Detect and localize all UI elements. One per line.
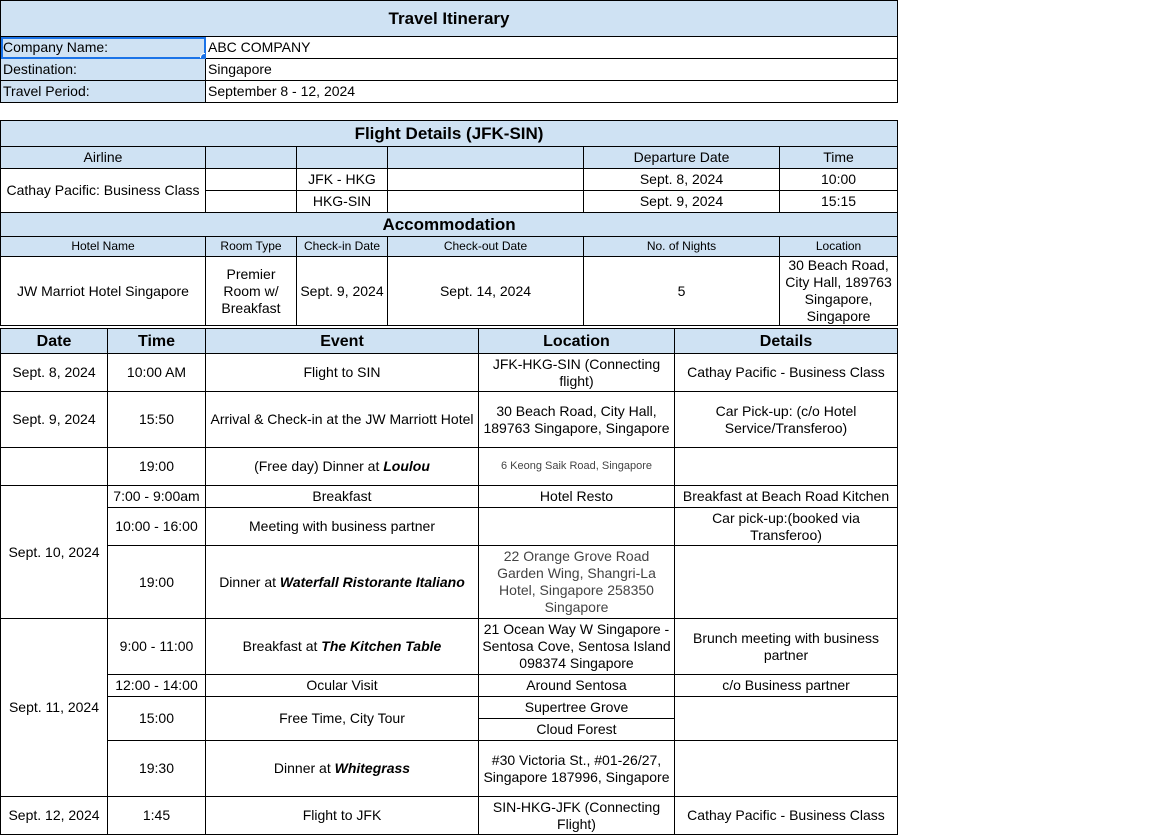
flight-section-title[interactable]: Flight Details (JFK-SIN) xyxy=(1,121,898,147)
schedule-row xyxy=(1,697,898,719)
time-cell[interactable]: 10:00 AM xyxy=(108,354,206,392)
location-cell[interactable]: Supertree Grove xyxy=(479,697,675,719)
schedule-table xyxy=(0,328,898,835)
event-text: Dinner at xyxy=(219,573,280,590)
destination-value-cell[interactable]: Singapore xyxy=(206,59,898,81)
period-value-cell[interactable]: September 8 - 12, 2024 xyxy=(206,81,898,103)
accommodation-row xyxy=(1,257,898,326)
schedule-row xyxy=(1,619,898,675)
title-row xyxy=(1,1,898,37)
location-cell[interactable]: Around Sentosa xyxy=(479,675,675,697)
details-cell[interactable] xyxy=(675,546,898,619)
event-cell[interactable] xyxy=(206,448,479,486)
checkin-cell[interactable]: Sept. 9, 2024 xyxy=(297,257,388,326)
time-cell[interactable]: 10:00 - 16:00 xyxy=(108,508,206,546)
details-cell[interactable]: Breakfast at Beach Road Kitchen xyxy=(675,486,898,508)
flight-blank-cell[interactable] xyxy=(388,169,584,191)
event-cell[interactable]: Arrival & Check-in at the JW Marriott Hotel xyxy=(206,392,479,448)
details-cell[interactable]: Cathay Pacific - Business Class xyxy=(675,354,898,392)
event-cell[interactable]: Flight to JFK xyxy=(206,797,479,835)
hotel-name-cell[interactable]: JW Marriot Hotel Singapore xyxy=(1,257,206,326)
airline-cell[interactable]: Cathay Pacific: Business Class xyxy=(1,169,206,213)
restaurant-name: The Kitchen Table xyxy=(321,638,442,654)
date-cell[interactable]: Sept. 8, 2024 xyxy=(1,354,108,392)
spacer-row xyxy=(1,103,898,121)
time-cell[interactable]: 9:00 - 11:00 xyxy=(108,619,206,675)
event-cell[interactable]: Meeting with business partner xyxy=(206,508,479,546)
event-header[interactable]: Event xyxy=(206,329,479,354)
info-row-period xyxy=(1,81,898,103)
location-header[interactable]: Location xyxy=(479,329,675,354)
restaurant-name: Waterfall Ristorante Italiano xyxy=(279,573,465,590)
room-type-header[interactable]: Room Type xyxy=(206,237,297,257)
spacer-cell[interactable] xyxy=(1,103,898,121)
time-cell[interactable]: 12:00 - 14:00 xyxy=(108,675,206,697)
departure-date-header[interactable]: Departure Date xyxy=(584,147,780,169)
location-cell[interactable]: Cloud Forest xyxy=(479,719,675,741)
details-cell[interactable] xyxy=(675,448,898,486)
flight-header-row xyxy=(1,147,898,169)
nights-cell[interactable]: 5 xyxy=(584,257,780,326)
page-title[interactable]: Travel Itinerary xyxy=(1,1,898,37)
time-cell[interactable]: 15:50 xyxy=(108,392,206,448)
event-cell[interactable] xyxy=(206,741,479,797)
schedule-row xyxy=(1,797,898,835)
info-row-company xyxy=(1,37,898,59)
flight-header-blank[interactable] xyxy=(206,147,297,169)
event-text: Dinner at xyxy=(273,760,335,776)
event-text: (Free day) Dinner at xyxy=(254,458,384,474)
location-cell[interactable]: 22 Orange Grove Road Garden Wing, Shangri-La Hotel, Singapore 258350 Singapore xyxy=(479,546,675,619)
location-cell[interactable]: 6 Keong Saik Road, Singapore xyxy=(479,448,675,486)
event-cell[interactable] xyxy=(206,546,479,619)
flight-leg-row xyxy=(1,169,898,191)
details-cell[interactable]: Car Pick-up: (c/o Hotel Service/Transferoo) xyxy=(675,392,898,448)
details-cell[interactable]: Cathay Pacific - Business Class xyxy=(675,797,898,835)
destination-label-cell[interactable]: Destination: xyxy=(1,59,206,81)
details-cell[interactable] xyxy=(675,697,898,741)
flight-route-cell[interactable]: JFK - HKG xyxy=(297,169,388,191)
schedule-row xyxy=(1,354,898,392)
flight-header-blank[interactable] xyxy=(388,147,584,169)
hotel-name-header[interactable]: Hotel Name xyxy=(1,237,206,257)
restaurant-name: Whitegrass xyxy=(334,760,411,776)
flight-date-cell[interactable]: Sept. 9, 2024 xyxy=(584,191,780,213)
room-type-cell[interactable]: Premier Room w/ Breakfast xyxy=(206,257,297,326)
schedule-row xyxy=(1,448,898,486)
schedule-row xyxy=(1,546,898,619)
details-cell[interactable] xyxy=(675,741,898,797)
event-text: Breakfast at xyxy=(242,638,322,654)
date-cell[interactable]: Sept. 11, 2024 xyxy=(1,619,108,797)
location-cell[interactable] xyxy=(479,508,675,546)
hotel-location-cell[interactable]: 30 Beach Road, City Hall, 189763 Singapore, Singapore xyxy=(780,257,898,326)
period-label-cell[interactable]: Travel Period: xyxy=(1,81,206,103)
event-cell[interactable]: Flight to SIN xyxy=(206,354,479,392)
location-cell[interactable]: Hotel Resto xyxy=(479,486,675,508)
schedule-row xyxy=(1,508,898,546)
location-cell[interactable]: 21 Ocean Way W Singapore - Sentosa Cove, Sentosa Island 098374 Singapore xyxy=(479,619,675,675)
date-cell[interactable]: Sept. 9, 2024 xyxy=(1,392,108,448)
flight-blank-cell[interactable] xyxy=(206,169,297,191)
time-header[interactable]: Time xyxy=(780,147,898,169)
time-cell[interactable]: 1:45 xyxy=(108,797,206,835)
flight-date-cell[interactable]: Sept. 8, 2024 xyxy=(584,169,780,191)
time-cell[interactable]: 7:00 - 9:00am xyxy=(108,486,206,508)
details-header[interactable]: Details xyxy=(675,329,898,354)
accommodation-section-title[interactable]: Accommodation xyxy=(1,213,898,237)
schedule-header-row xyxy=(1,329,898,354)
accommodation-header-row xyxy=(1,237,898,257)
company-label-cell[interactable]: Company Name: xyxy=(1,37,206,59)
airline-header[interactable]: Airline xyxy=(1,147,206,169)
location-cell[interactable]: SIN-HKG-JFK (Connecting Flight) xyxy=(479,797,675,835)
company-value-cell[interactable]: ABC COMPANY xyxy=(206,37,898,59)
restaurant-name: Loulou xyxy=(383,458,430,474)
flight-header-blank[interactable] xyxy=(297,147,388,169)
nights-header[interactable]: No. of Nights xyxy=(584,237,780,257)
schedule-row xyxy=(1,392,898,448)
location-cell[interactable]: #30 Victoria St., #01-26/27, Singapore 187996, Singapore xyxy=(479,741,675,797)
date-cell[interactable]: Sept. 12, 2024 xyxy=(1,797,108,835)
flight-blank-cell[interactable] xyxy=(206,191,297,213)
schedule-row xyxy=(1,675,898,697)
time-cell[interactable]: 15:00 xyxy=(108,697,206,741)
checkout-header[interactable]: Check-out Date xyxy=(388,237,584,257)
schedule-row xyxy=(1,741,898,797)
date-cell[interactable] xyxy=(1,448,108,486)
time-cell[interactable]: 19:00 xyxy=(108,546,206,619)
selection-handle[interactable] xyxy=(200,53,206,59)
time-header[interactable]: Time xyxy=(108,329,206,354)
flight-time-cell[interactable]: 15:15 xyxy=(780,191,898,213)
event-cell[interactable]: Breakfast xyxy=(206,486,479,508)
event-cell[interactable]: Ocular Visit xyxy=(206,675,479,697)
flight-route-cell[interactable]: HKG-SIN xyxy=(297,191,388,213)
details-cell[interactable]: Car pick-up:(booked via Transferoo) xyxy=(675,508,898,546)
checkin-header[interactable]: Check-in Date xyxy=(297,237,388,257)
flight-time-cell[interactable]: 10:00 xyxy=(780,169,898,191)
event-cell[interactable] xyxy=(206,619,479,675)
details-cell[interactable]: c/o Business partner xyxy=(675,675,898,697)
hotel-location-header[interactable]: Location xyxy=(780,237,898,257)
location-cell[interactable]: JFK-HKG-SIN (Connecting flight) xyxy=(479,354,675,392)
location-cell[interactable]: 30 Beach Road, City Hall, 189763 Singapore, Singapore xyxy=(479,392,675,448)
info-row-destination xyxy=(1,59,898,81)
flight-title-row xyxy=(1,121,898,147)
flight-blank-cell[interactable] xyxy=(388,191,584,213)
schedule-row xyxy=(1,486,898,508)
date-cell[interactable]: Sept. 10, 2024 xyxy=(1,486,108,619)
checkout-cell[interactable]: Sept. 14, 2024 xyxy=(388,257,584,326)
time-cell[interactable]: 19:00 xyxy=(108,448,206,486)
time-cell[interactable]: 19:30 xyxy=(108,741,206,797)
accommodation-title-row xyxy=(1,213,898,237)
details-cell[interactable]: Brunch meeting with business partner xyxy=(675,619,898,675)
itinerary-table xyxy=(0,0,898,326)
date-header[interactable]: Date xyxy=(1,329,108,354)
event-cell[interactable]: Free Time, City Tour xyxy=(206,697,479,741)
